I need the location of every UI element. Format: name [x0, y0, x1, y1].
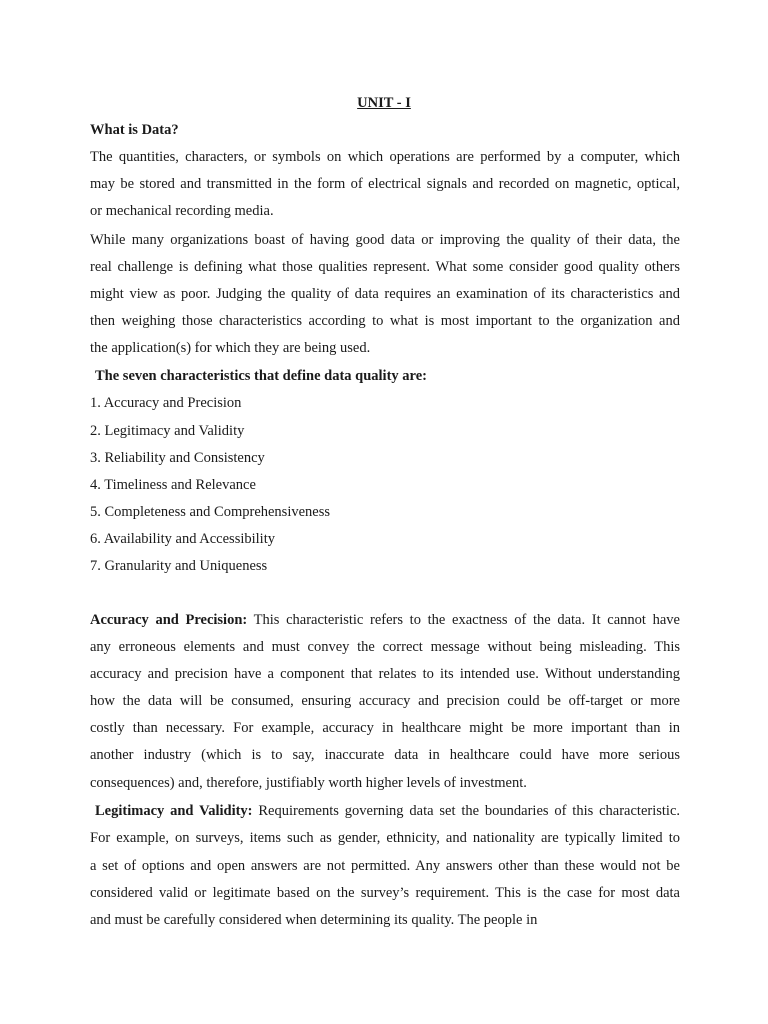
- accuracy-line: another industry (which is to say, inaccurate data in healthcare could have more serious: [90, 747, 680, 763]
- para2-line: While many organizations boast of having good data or improving the quality of their data, the: [90, 232, 680, 248]
- accuracy-line: consequences) and, therefore, justifiably worth higher levels of investment.: [90, 775, 527, 791]
- legitimacy-line: and must be carefully considered when determining its quality. The people in: [90, 912, 538, 928]
- accuracy-line: how the data will be consumed, ensuring accuracy and precision could be off-target or more: [90, 693, 680, 709]
- accuracy-line: any erroneous elements and must convey the correct message without being misleading. This: [90, 639, 680, 655]
- para2-line: the application(s) for which they are being used.: [90, 340, 371, 356]
- list-item: 3. Reliability and Consistency: [90, 450, 265, 466]
- para1-line: or mechanical recording media.: [90, 203, 274, 219]
- heading-seven-characteristics: The seven characteristics that define data quality are:: [95, 368, 427, 384]
- legitimacy-first-line: [95, 804, 680, 819]
- accuracy-term: Accuracy and Precision:: [90, 612, 248, 628]
- legitimacy-first-text: Requirements governing data set the boundaries of this characteristic.: [258, 803, 681, 819]
- list-item: 2. Legitimacy and Validity: [90, 423, 245, 439]
- list-item: 4. Timeliness and Relevance: [90, 477, 256, 493]
- page-title: UNIT - I: [357, 95, 411, 111]
- para1-line: may be stored and transmitted in the form of electrical signals and recorded on magnetic, optical,: [90, 176, 680, 192]
- legitimacy-line: a set of options and open answers are not permitted. Any answers other than these would not be: [90, 858, 680, 874]
- accuracy-first-text: This characteristic refers to the exactness of the data. It cannot have: [253, 612, 680, 628]
- list-item: 6. Availability and Accessibility: [90, 531, 275, 547]
- para2-line: then weighing those characteristics according to what is most important to the organization and: [90, 313, 680, 329]
- list-item: 7. Granularity and Uniqueness: [90, 558, 268, 574]
- list-item: 1. Accuracy and Precision: [90, 395, 242, 411]
- legitimacy-line: For example, on surveys, items such as gender, ethnicity, and nationality are typically limited to: [90, 830, 680, 846]
- para1-line: The quantities, characters, or symbols on which operations are performed by a computer, which: [90, 149, 680, 165]
- accuracy-first-line: [90, 613, 680, 628]
- legitimacy-line: considered valid or legitimate based on the survey’s requirement. This is the case for most data: [90, 885, 680, 901]
- list-item: 5. Completeness and Comprehensiveness: [90, 504, 331, 520]
- accuracy-line: accuracy and precision have a component that relates to its intended use. Without understanding: [90, 666, 680, 682]
- heading-what-is-data: What is Data?: [90, 122, 179, 138]
- legitimacy-term: Legitimacy and Validity:: [95, 803, 253, 819]
- accuracy-line: costly than necessary. For example, accuracy in healthcare might be more important than in: [90, 720, 680, 736]
- para2-line: might view as poor. Judging the quality of data requires an examination of its characteristics and: [90, 286, 680, 302]
- para2-line: real challenge is defining what those qualities represent. What some consider good quality others: [90, 259, 680, 275]
